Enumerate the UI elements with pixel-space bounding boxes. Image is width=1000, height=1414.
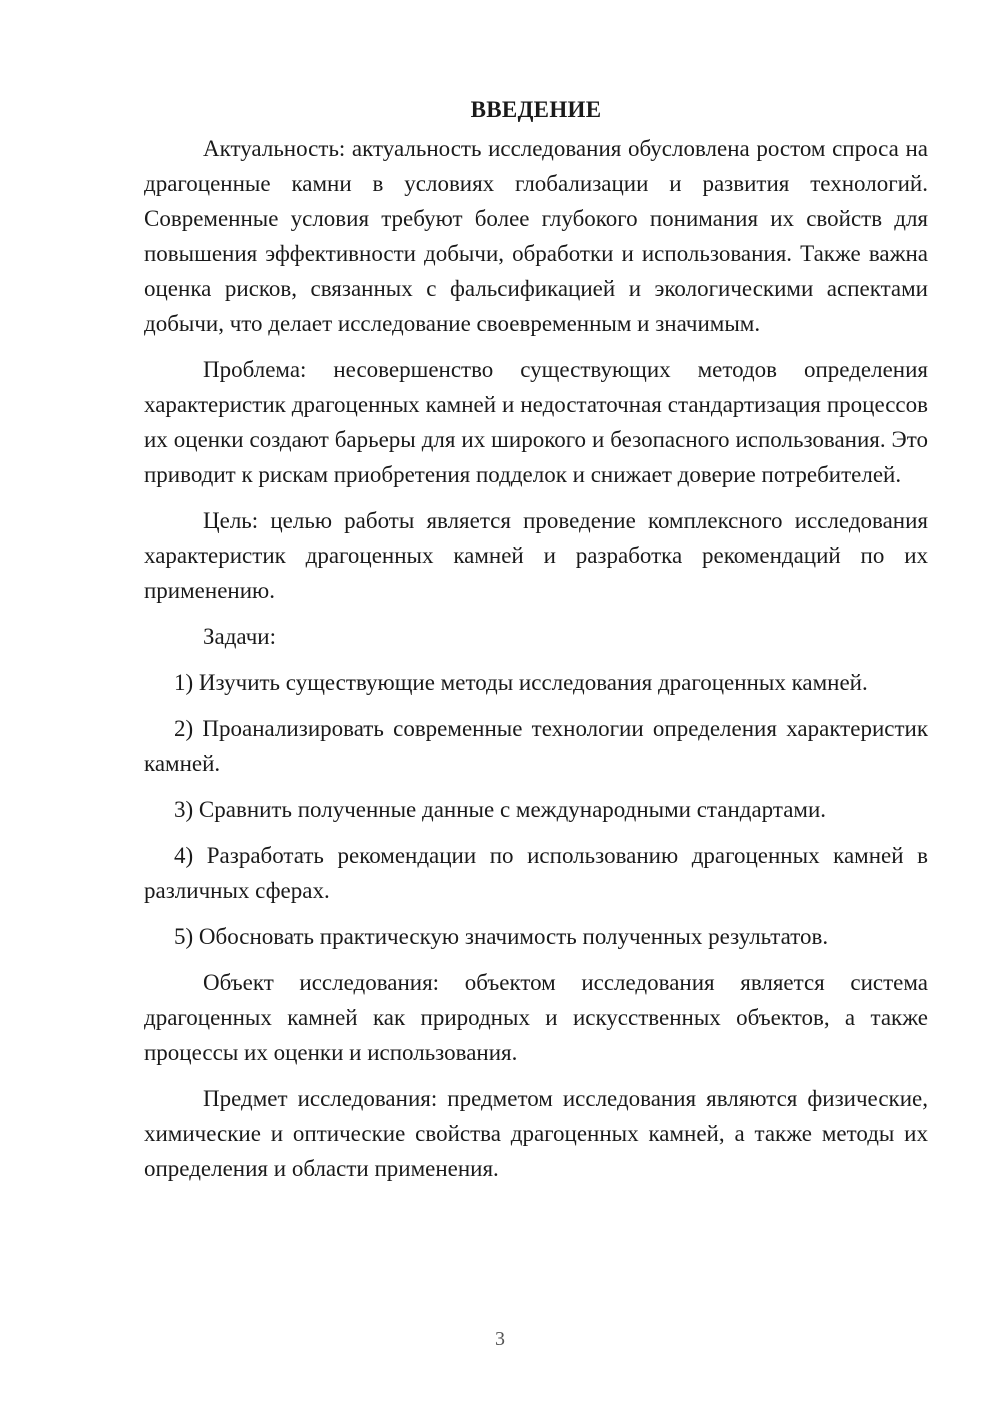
paragraph-goal: Цель: целью работы является проведение комплексного исследования характеристик драгоценных камней и разработка рекомендаций по их применению. [144,508,928,603]
task-item-1: 1) Изучить существующие методы исследования драгоценных камней. [174,670,868,695]
task-item-5: 5) Обосновать практическую значимость полученных результатов. [174,924,829,949]
task-item-4: 4) Разработать рекомендации по использованию драгоценных камней в различных сферах. [144,843,928,903]
paragraph-tasks-heading: Задачи: [203,624,276,649]
task-item-2: 2) Проанализировать современные технологии определения характеристик камней. [144,716,928,776]
paragraph-problem: Проблема: несовершенство существующих методов определения характеристик драгоценных камней и недостаточная стандартизация процессов их оценки создают барьеры для их широкого и безопасного использования. Это приводит к рискам приобретения подделок и снижает доверие потребителей. [144,357,928,487]
paragraph-subject: Предмет исследования: предметом исследования являются физические, химические и оптические свойства драгоценных камней, а также методы их определения и области применения. [144,1086,928,1181]
page-number: 3 [495,1328,505,1350]
section-title: ВВЕДЕНИЕ [470,97,602,122]
document-page [144,92,928,1197]
paragraph-relevance: Актуальность: актуальность исследования обусловлена ростом спроса на драгоценные камни в условиях глобализации и развития технологий. Современные условия требуют более глубокого понимания их свойств для повышения эффективности добычи, обработки и использования. Также важна оценка рисков, связанных с фальсификацией и экологическими аспектами добычи, что делает исследование своевременным и значимым. [144,136,928,336]
task-item-3: 3) Сравнить полученные данные с международными стандартами. [174,797,827,822]
paragraph-object: Объект исследования: объектом исследования является система драгоценных камней как природных и искусственных объектов, а также процессы их оценки и использования. [144,970,928,1065]
